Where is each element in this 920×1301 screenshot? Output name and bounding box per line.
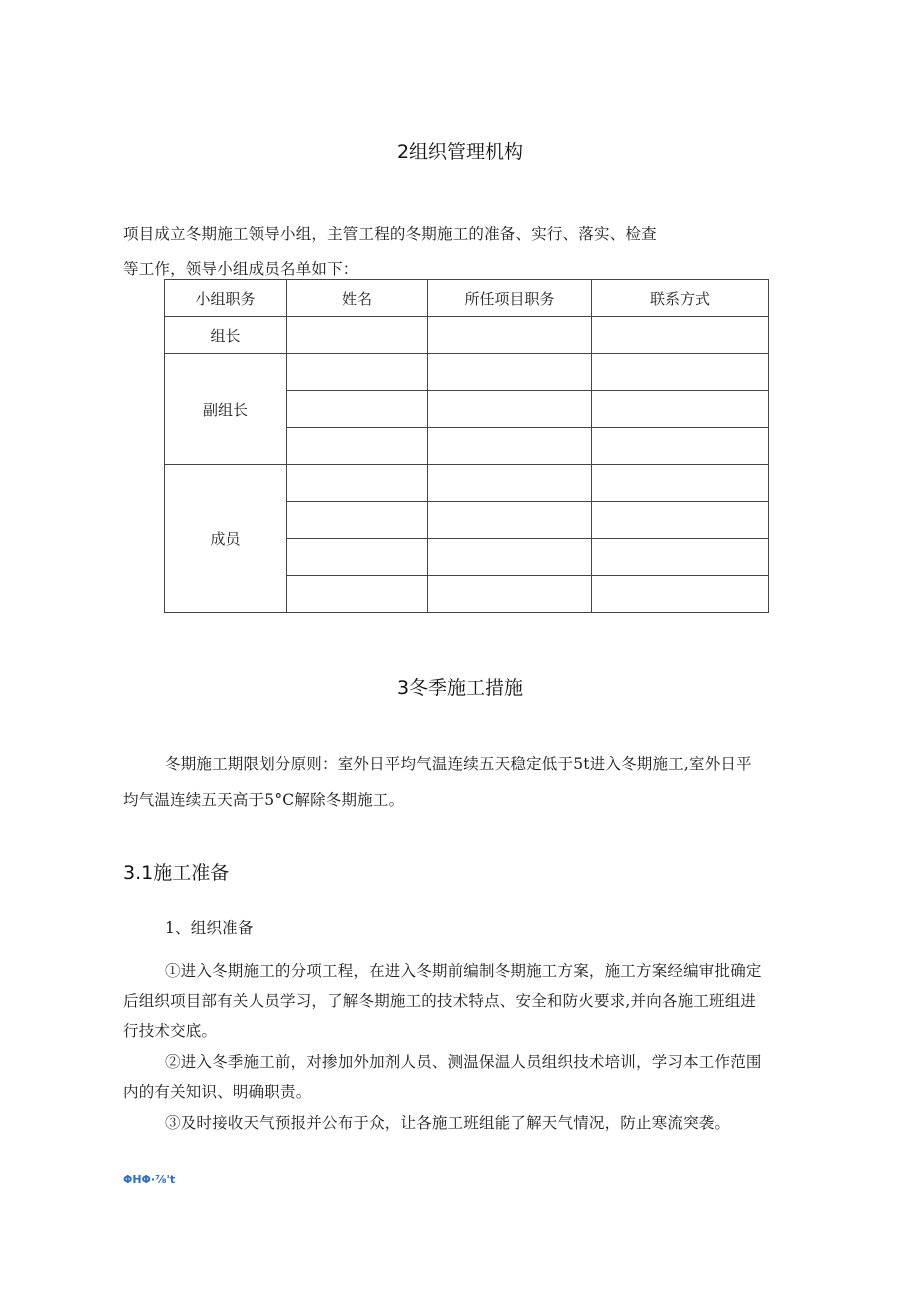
table-cell[interactable]: [592, 354, 769, 391]
table-cell[interactable]: [592, 539, 769, 576]
table-cell[interactable]: [592, 502, 769, 539]
table-cell[interactable]: [592, 465, 769, 502]
prep-para-3-line-1: ③及时接收天气预报并公布于众，让各施工班组能了解天气情况，防止寒流突袭。: [165, 1114, 731, 1132]
section-3-para-line-2: 均气温连续五天高于5°C解除冬期施工。: [123, 791, 405, 809]
table-cell[interactable]: [428, 354, 592, 391]
table-cell[interactable]: [287, 465, 428, 502]
table-cell[interactable]: [428, 391, 592, 428]
table-cell[interactable]: [592, 428, 769, 465]
role-cell-member: 成员: [165, 465, 287, 613]
section-3-para-line-1: 冬期施工期限划分原则：室外日平均气温连续五天稳定低于5t进入冬期施工,室外日平: [165, 755, 752, 773]
table-cell[interactable]: [428, 465, 592, 502]
prep-para-1-line-2: 后组织项目部有关人员学习，了解冬期施工的技术特点、安全和防火要求,并向各施工班组进: [123, 992, 757, 1010]
table-cell[interactable]: [287, 317, 428, 354]
table-header-cell: 姓名: [287, 280, 428, 317]
table-header-cell: 联系方式: [592, 280, 769, 317]
item-title-organization-prep: 1、组织准备: [165, 919, 254, 937]
table-cell[interactable]: [428, 428, 592, 465]
table-cell[interactable]: [592, 576, 769, 613]
table-cell[interactable]: [428, 317, 592, 354]
table-cell[interactable]: [287, 502, 428, 539]
table-cell[interactable]: [428, 539, 592, 576]
table-cell[interactable]: [592, 391, 769, 428]
table-header-row: [165, 280, 769, 317]
prep-para-1-line-3: 行技术交底。: [123, 1022, 218, 1040]
prep-para-1-line-1: ①进入冬期施工的分项工程，在进入冬期前编制冬期施工方案，施工方案经编审批确定: [165, 962, 762, 980]
leadership-roster-table: [164, 279, 769, 613]
prep-para-2-line-2: 内的有关知识、明确职责。: [123, 1083, 312, 1101]
table-cell[interactable]: [592, 317, 769, 354]
table-header-cell: 所任项目职务: [428, 280, 592, 317]
table-row: [165, 317, 769, 354]
section-3-title: 3冬季施工措施: [396, 677, 524, 699]
table-header-cell: 小组职务: [165, 280, 287, 317]
table-cell[interactable]: [287, 576, 428, 613]
section-3-1-title: 3.1施工准备: [123, 862, 230, 884]
footer-mark: ΦΗΦ·⅞'t: [123, 1173, 176, 1186]
section-2-intro-line-1: 项目成立冬期施工领导小组，主管工程的冬期施工的准备、实行、落实、检查: [123, 225, 657, 243]
role-cell-leader: 组长: [165, 317, 287, 354]
role-cell-deputy-leader: 副组长: [165, 354, 287, 465]
table-row: [165, 354, 769, 391]
table-cell[interactable]: [287, 391, 428, 428]
section-2-intro-line-2: 等工作，领导小组成员名单如下：: [123, 260, 359, 278]
table-cell[interactable]: [428, 502, 592, 539]
table-cell[interactable]: [287, 539, 428, 576]
prep-para-2-line-1: ②进入冬季施工前，对掺加外加剂人员、测温保温人员组织技术培训，学习本工作范围: [165, 1053, 762, 1071]
table-cell[interactable]: [428, 576, 592, 613]
table-cell[interactable]: [287, 428, 428, 465]
table-row: [165, 465, 769, 502]
table-cell[interactable]: [287, 354, 428, 391]
section-2-title: 2组织管理机构: [396, 141, 524, 163]
